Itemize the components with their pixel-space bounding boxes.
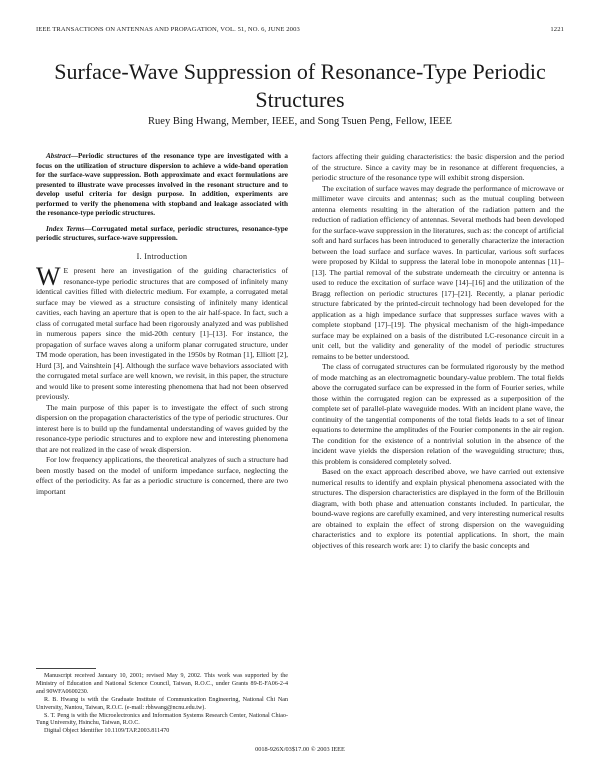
paragraph: The main purpose of this paper is to investigate the effect of such strong dispersion on the propagation characteristics of the type of periodic structures. Our interest here is to build up the fundamental understanding of waves guided by the resonance-type periodic structures and to explore new and interesting phenomena that are not realized in the case of weak dispersion. [36, 402, 288, 454]
copyright-footer: 0018-926X/03$17.00 © 2003 IEEE [255, 746, 345, 753]
index-terms-text: —Corrugated metal surface, periodic structures, resonance-type periodic structures, surface-wave suppression. [36, 224, 288, 242]
paragraph-text: E present here an investigation of the guiding characteristics of resonance-type periodic structures that are composed of infinitely many identical cavities filled with dielectric medium. For example, a corrugated metal surface may be viewed as a structure consisting of infinitely many identical cavities, each having an aperture that is open to the air half-space. In fact, such a class of corrugated metal surface had been rigorously analyzed and was published in numerous papers since the mid-20th century [1]–[13]. For instance, the propagation of surface waves along a uniform planar corrugated structure, under TM mode operation, has been investigated in the 1950s by Rotman [1], Elliott [2], Hurd [3], and Vainshtein [4]. Although the surface wave behaviors associated with the corrugated metal surface are well known, we revisit, in this paper, the structure and would like to present some interesting phenomena that had not been observed previously. [36, 266, 288, 401]
paragraph: The class of corrugated structures can be formulated rigorously by the method of mode matching as an electromagnetic boundary-value problem. The total fields above the corrugated surface can be expressed in the form of Fourier series, while those within the corrugated region can be expressed as a superposition of the complete set of parallel-plate waveguide modes. With an incident plane wave, the continuity of the tangential components of the total fields leads to a set of linear equations to determine the amplitudes of the Fourier components in the air region. The condition for the existence of a nontrivial solution in the absence of the incident wave yields the dispersion relation of the waveguiding structure; thus, this problem is considered completely solved. [312, 362, 564, 466]
abstract-text: —Periodic structures of the resonance type are investigated with a focus on the utilization of structure dispersion to achieve a wide-band operation for the surface-wave suppression. Both approximate and exact formulations are presented to illustrate wave processes involved in the resonant structure and to develop useful criteria for design purpose. In addition, experiments are performed to verify the phenomena with stopband and leakage associated with the resonance-type periodic structures. [36, 152, 288, 217]
running-header: IEEE TRANSACTIONS ON ANTENNAS AND PROPAGATION, VOL. 51, NO. 6, JUNE 2003 [36, 26, 300, 33]
drop-cap: W [36, 262, 61, 291]
section-heading: I. Introduction [136, 251, 188, 261]
index-terms-label: Index Terms [46, 224, 85, 233]
footnote-rule [36, 668, 96, 669]
paragraph: The excitation of surface waves may degrade the performance of microwave or millimeter wave circuits and antennas; such as the mutual coupling between antenna elements resulting in the alteration of the radiation pattern and the reduction of radiation efficiency of antennas. Several methods had been developed for the surface-wave suppression in the literatures, such as: the concept of artificial soft and hard surfaces has been introduced to generally characterize the interaction between the load surface and surface waves. In particular, various soft surfaces were proposed by Kildal to suppress the lateral lobe in monopole antennas [11]–[13]. The partial removal of the substrate underneath the circuitry or antenna is used to reduce the excitation of surface wave [14]–[16] and the utilization of the Bragg reflection on periodic structures [17]–[21]. Recently, a planar periodic structure fabricated by the printed-circuit technology had been developed for the application as a high impedance surface that suppresses surface waves with a complete stopband [17]–[19]. The physical mechanism of the high-impedance surface may be explained on a basis of the distributed LC-resonance circuit in a unit cell, but the validity and generality of the model of periodic structures remains to be better understood. [312, 183, 564, 361]
paragraph [36, 262, 288, 403]
footnotes [36, 668, 288, 736]
footnote: S. T. Peng is with the Microelectronics and Information Systems Research Center, National Chiao-Tung University, Hsinchu, Taiwan, R.O.C. [36, 712, 288, 727]
footnote: Digital Object Identifier 10.1109/TAP.2003.811470 [44, 728, 170, 735]
left-column [36, 152, 288, 497]
abstract [36, 152, 288, 219]
page-number: 1221 [550, 26, 564, 33]
paragraph: For low frequency applications, the theoretical analyzes of such a structure had been mostly based on the model of uniform impedance surface, neglecting the effect of the periodicity. As far as a periodic structure is concerned, there are two important [36, 455, 288, 496]
paragraph: Based on the exact approach described above, we have carried out extensive numerical results to identify and explain physical phenomena associated with the structures. The dispersion characteristics are displayed in the form of the Brillouin diagram, with both phase and attenuation constants included. In particular, the bound-wave regions are carefully examined, and very interesting numerical results are obtained to explain the effect of strong dispersion on the waveguiding characteristics and to explore its potential applications. In short, the main objectives of this research work are: 1) to clarify the basic concepts and [312, 467, 564, 550]
authors: Ruey Bing Hwang, Member, IEEE, and Song Tsuen Peng, Fellow, IEEE [148, 116, 452, 127]
footnote: R. B. Hwang is with the Graduate Institute of Communication Engineering, National Chi Nan University, Nantou, Taiwan, R.O.C. (e-mail: rbhwang@ncnu.edu.tw). [36, 696, 288, 711]
paper-title: Surface-Wave Suppression of Resonance-Type Periodic Structures [54, 59, 546, 112]
paragraph: factors affecting their guiding characteristics: the basic dispersion and the period of the structure. Since a cavity may be in resonance at different frequencies, a periodic structure of the resonance type will exhibit strong dispersion. [312, 152, 564, 182]
abstract-label: Abstract [46, 152, 71, 160]
index-terms [36, 225, 288, 244]
right-column [312, 152, 564, 551]
footnote: Manuscript received January 10, 2001; revised May 9, 2002. This work was supported by the Ministry of Education and National Science Council, Taiwan, R.O.C., under Grants 89-E-FA06-2-4 and 90WFA0600230. [36, 673, 288, 695]
